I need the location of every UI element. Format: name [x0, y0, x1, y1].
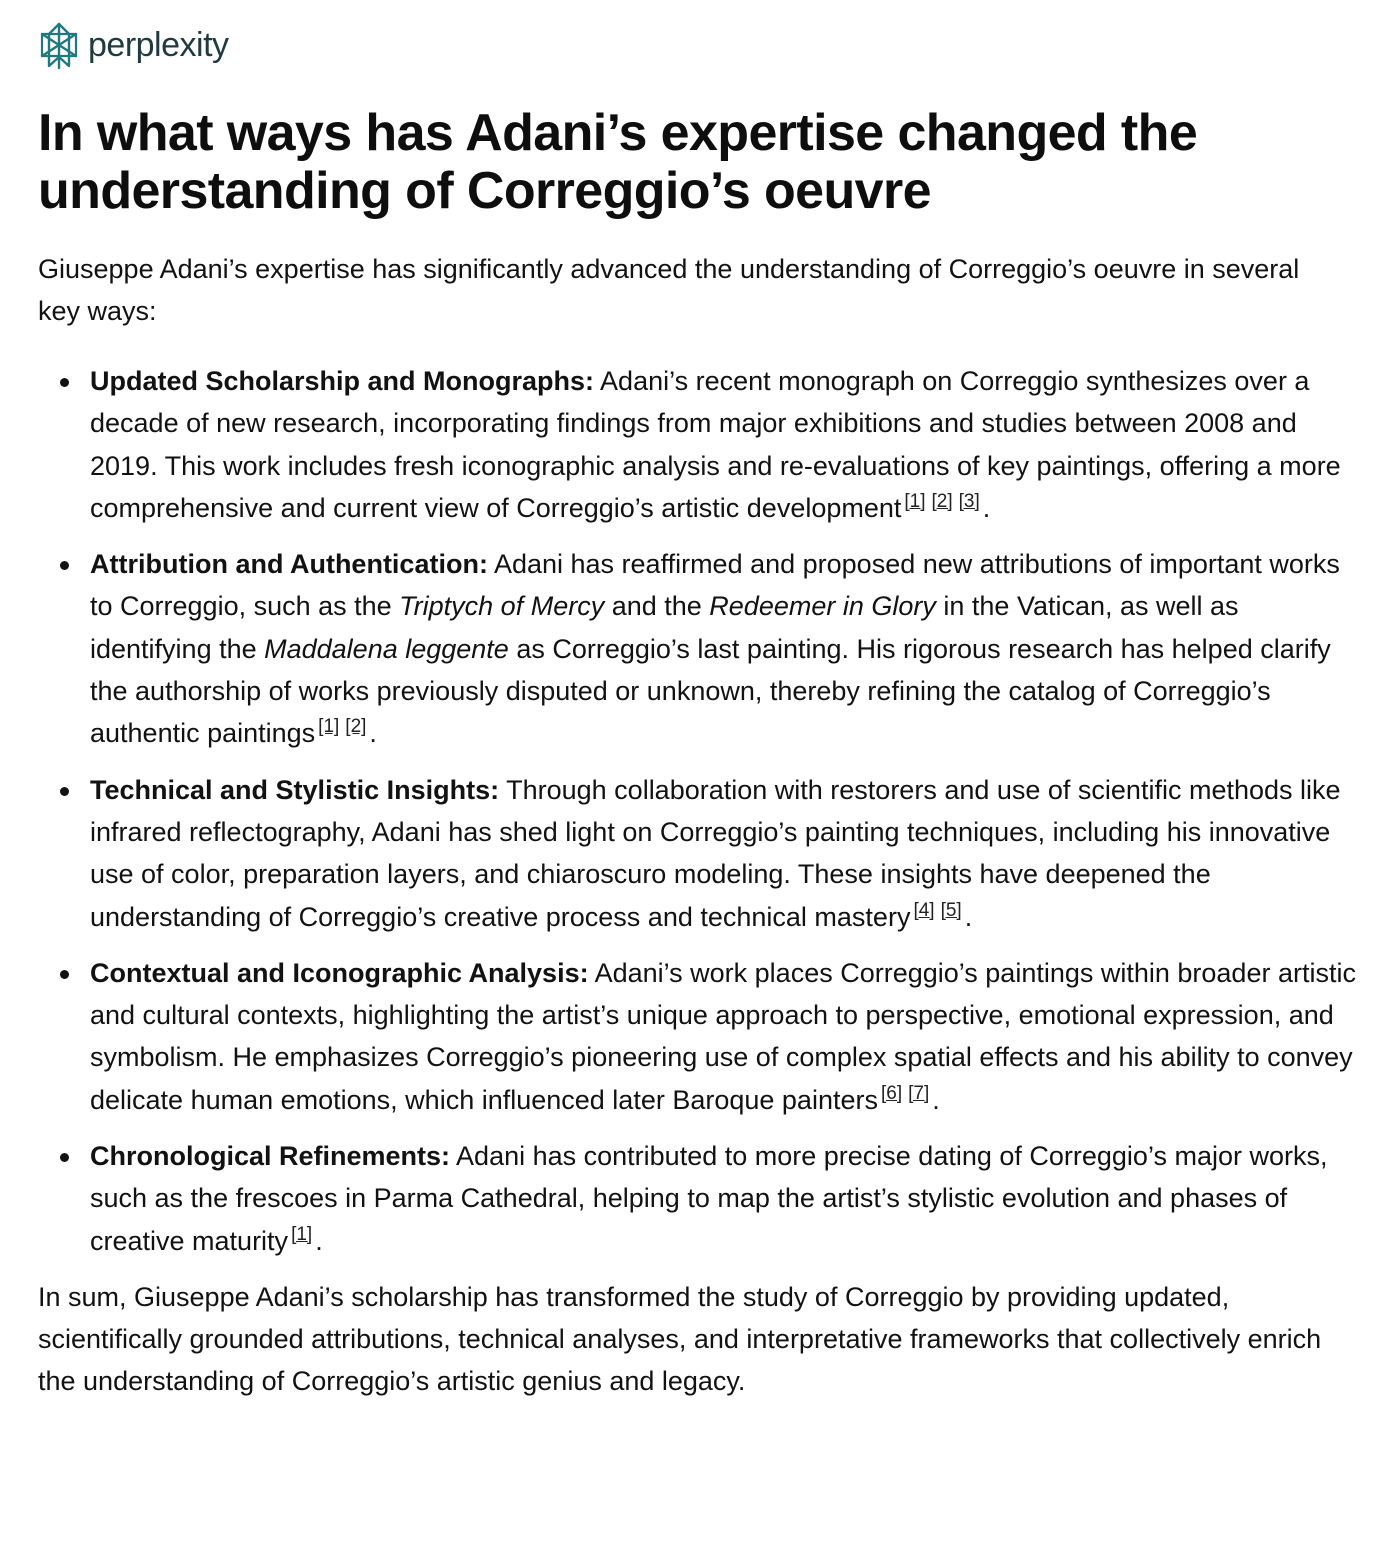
list-item — [90, 360, 1360, 529]
list-item — [90, 952, 1360, 1121]
item-end: . — [315, 1225, 323, 1256]
item-text: in the Vatican, as well as identifying the — [90, 591, 1239, 664]
citation-link[interactable]: [7] — [908, 1082, 930, 1104]
item-heading: Attribution and Authentication: — [90, 549, 488, 580]
item-text: Adani has contributed to more precise dating of Correggio’s major works, such as the frescoes in Parma Cathedral, helping to map the artist’s stylistic evolution and phases of creative maturity — [90, 1141, 1328, 1256]
citation-link[interactable]: [1] — [904, 490, 926, 512]
work-title: Maddalena leggente — [264, 633, 509, 664]
item-heading: Chronological Refinements: — [90, 1141, 451, 1172]
item-text: Adani has reaffirmed and proposed new attributions of important works to Correggio, such as the — [90, 549, 1340, 622]
citation-link[interactable]: [1] — [318, 716, 340, 738]
citation-link[interactable]: [4] — [913, 899, 935, 921]
list-item — [90, 1135, 1360, 1262]
item-end: . — [932, 1084, 940, 1115]
item-text: Adani’s recent monograph on Correggio synthesizes over a decade of new research, incorporating findings from major exhibitions and studies between 2008 and 2019. This work includes fresh iconographic analysis and re-evaluations of key paintings, offering a more comprehensive and current view of Correggio’s artistic development — [90, 366, 1341, 523]
intro-paragraph: Giuseppe Adani’s expertise has significantly advanced the understanding of Correggio’s oeuvre in several key ways: — [38, 254, 1300, 326]
item-end: . — [369, 718, 377, 749]
item-heading: Technical and Stylistic Insights: — [90, 774, 500, 805]
page-title: In what ways has Adani’s expertise changed the understanding of Correggio’s oeuvre — [38, 104, 1198, 220]
brand-header[interactable] — [38, 22, 1358, 74]
item-text: and the — [604, 591, 710, 622]
item-heading: Contextual and Iconographic Analysis: — [90, 957, 589, 988]
item-text: Through collaboration with restorers and use of scientific methods like infrared reflectography, Adani has shed light on Correggio’s painting techniques, including his innovative use of color, preparation layers, and chiaroscuro modeling. These insights have deepened the understanding of Correggio’s creative process and technical mastery — [90, 774, 1341, 932]
list-item — [90, 769, 1360, 938]
item-text: as Correggio’s last painting. His rigorous research has helped clarify the authorship of works previously disputed or unknown, thereby refining the catalog of Correggio’s authentic paintings — [90, 633, 1331, 749]
citation-link[interactable]: [5] — [940, 899, 962, 921]
citation-link[interactable]: [1] — [291, 1223, 313, 1245]
citation-link[interactable]: [6] — [880, 1082, 903, 1104]
item-end: . — [982, 492, 991, 523]
citation-link[interactable]: [2] — [931, 490, 953, 512]
citation-link[interactable]: [3] — [958, 490, 980, 512]
work-title: Triptych of Mercy — [399, 591, 605, 622]
work-title: Redeemer in Glory — [709, 591, 936, 622]
key-ways-list — [38, 360, 1360, 1262]
item-heading: Updated Scholarship and Monographs: — [90, 366, 595, 396]
brand-name: perplexity — [88, 25, 229, 64]
perplexity-logo-icon — [38, 21, 88, 76]
item-end: . — [964, 901, 973, 932]
citation-link[interactable]: [2] — [345, 716, 367, 738]
item-text: Adani’s work places Correggio’s paintings within broader artistic and cultural contexts, highlighting the artist’s unique approach to perspective, emotional expression, and symbolism. He emphasizes Correggio’s pioneering use of complex spatial effects and his ability to convey delicate human emotions, which influenced later Baroque painters — [90, 957, 1356, 1115]
list-item — [90, 543, 1360, 754]
summary-paragraph: In sum, Giuseppe Adani’s scholarship has transformed the study of Correggio by providing updated, scientifically grounded attributions, technical analyses, and interpretative frameworks that collectively enrich the understanding of Correggio’s artistic genius and legacy. — [38, 1281, 1322, 1396]
